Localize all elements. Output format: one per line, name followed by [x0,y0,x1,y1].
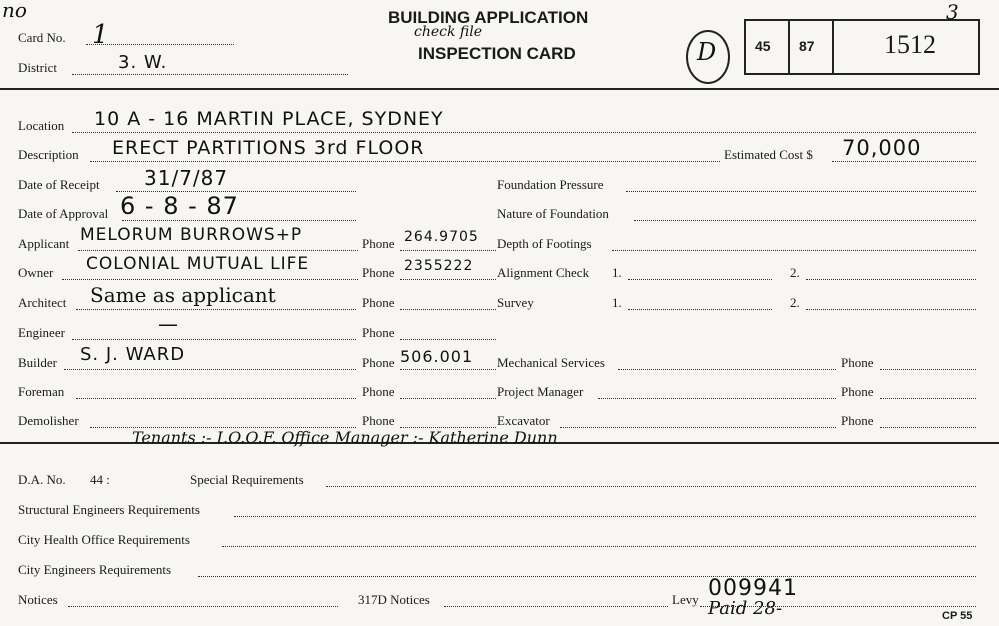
project-manager-phone-label: Phone [841,384,874,399]
project-manager-phone-line [880,398,976,399]
foreman-phone-line [400,398,496,399]
structural-engineers-label: Structural Engineers Requirements [18,502,200,517]
engineer-phone-line [400,339,496,340]
survey-line-1 [628,309,772,310]
applicant-line [78,250,358,251]
applicant-value: MELORUM BURROWS+P [80,225,303,245]
builder-value: S. J. WARD [80,344,186,365]
foreman-phone-label: Phone [362,384,395,399]
title-note: check file [414,24,483,40]
alignment-check-line-2 [806,279,976,280]
location-label: Location [18,118,65,133]
estimated-cost-label: Estimated Cost $ [724,147,813,162]
architect-value: Same as applicant [90,283,276,307]
title-line-1: BUILDING APPLICATION [388,8,589,27]
project-manager-label: Project Manager [497,384,584,399]
city-health-line [222,546,976,547]
foreman-label: Foreman [18,384,65,399]
engineer-value: — [158,312,179,336]
engineer-line [72,339,356,340]
nature-of-foundation-line [634,220,976,221]
owner-line [62,279,358,280]
notices-label: Notices [18,592,58,607]
city-health-label: City Health Office Requirements [18,532,190,547]
alignment-check-label: Alignment Check [497,265,590,280]
foundation-pressure-label: Foundation Pressure [497,177,604,192]
builder-phone-value: 506.001 [400,347,474,366]
architect-phone-line [400,309,496,310]
architect-label: Architect [18,295,67,310]
location-value: 10 A - 16 MARTIN PLACE, SYDNEY [94,108,444,130]
project-manager-line [598,398,836,399]
builder-phone-line [400,369,496,370]
foreman-line [76,398,356,399]
depth-of-footings-line [612,250,976,251]
location-line [72,132,976,133]
mechanical-services-phone-label: Phone [841,355,874,370]
date-of-approval-value: 6 - 8 - 87 [120,192,239,220]
card-no-value: 1 [92,20,109,50]
builder-phone-label: Phone [362,355,395,370]
estimated-cost-value: 70,000 [842,136,922,160]
builder-line [64,369,356,370]
district-label: District [18,60,57,75]
owner-phone-value: 2355222 [404,258,474,274]
da-no-label: D.A. No. [18,472,66,487]
notices-line [68,606,338,607]
district-value: 3. W. [118,52,168,73]
card-box-b-value: 87 [799,38,815,54]
builder-label: Builder [18,355,57,370]
header-divider [0,88,999,90]
tenants-note: Tenants :- I.O.O.F. Office Manager :- Katherine Dunn [132,428,558,447]
notices-317d-label: 317D Notices [358,592,430,607]
engineer-label: Engineer [18,325,65,340]
survey-num-2: 2. [790,295,800,310]
paid-note: Paid 28- [708,598,783,619]
engineer-phone-label: Phone [362,325,395,340]
applicant-label: Applicant [18,236,70,251]
demolisher-label: Demolisher [18,413,79,428]
card-no-label: Card No. [18,30,66,45]
applicant-phone-line [400,250,496,251]
city-engineers-label: City Engineers Requirements [18,562,172,577]
corner-note: no [2,0,27,22]
owner-label: Owner [18,265,54,280]
nature-of-foundation-label: Nature of Foundation [497,206,609,221]
applicant-phone-label: Phone [362,236,395,251]
da-no-value: 44 : [90,472,110,487]
levy-label: Levy [672,592,699,607]
top-right-note: 3 [946,0,959,24]
special-requirements-line [326,486,976,487]
mechanical-services-phone-line [880,369,976,370]
title-line-2: INSPECTION CARD [418,44,576,63]
excavator-label: Excavator [497,413,550,428]
architect-line [76,309,356,310]
applicant-phone-value: 264.9705 [404,229,479,245]
description-line [90,161,720,162]
special-requirements-label: Special Requirements [190,472,304,487]
notices-317d-line [444,606,668,607]
depth-of-footings-label: Depth of Footings [497,236,592,251]
mechanical-services-label: Mechanical Services [497,355,605,370]
date-of-approval-label: Date of Approval [18,206,109,221]
excavator-line [560,427,836,428]
card-number: 1512 [884,30,936,59]
form-code: CP 55 [942,610,973,622]
city-engineers-line [198,576,976,577]
excavator-phone-line [880,427,976,428]
date-of-receipt-label: Date of Receipt [18,177,100,192]
estimated-cost-line [832,161,976,162]
foundation-pressure-line [626,191,976,192]
survey-label: Survey [497,295,534,310]
circled-mark: D [697,38,717,66]
levy-value: 009941 [708,576,798,601]
alignment-check-line-1 [628,279,772,280]
survey-num-1: 1. [612,295,622,310]
architect-phone-label: Phone [362,295,395,310]
district-line [72,74,348,75]
survey-line-2 [806,309,976,310]
owner-value: COLONIAL MUTUAL LIFE [86,254,310,274]
card-box-a-value: 45 [755,38,771,54]
date-of-receipt-value: 31/7/87 [144,166,229,190]
description-value: ERECT PARTITIONS 3rd FLOOR [112,137,425,159]
alignment-check-num-2: 2. [790,265,800,280]
demolisher-phone-label: Phone [362,413,395,428]
structural-engineers-line [234,516,976,517]
alignment-check-num-1: 1. [612,265,622,280]
description-label: Description [18,147,79,162]
excavator-phone-label: Phone [841,413,874,428]
mechanical-services-line [618,369,836,370]
date-of-approval-line [122,220,356,221]
owner-phone-label: Phone [362,265,395,280]
owner-phone-line [400,279,496,280]
